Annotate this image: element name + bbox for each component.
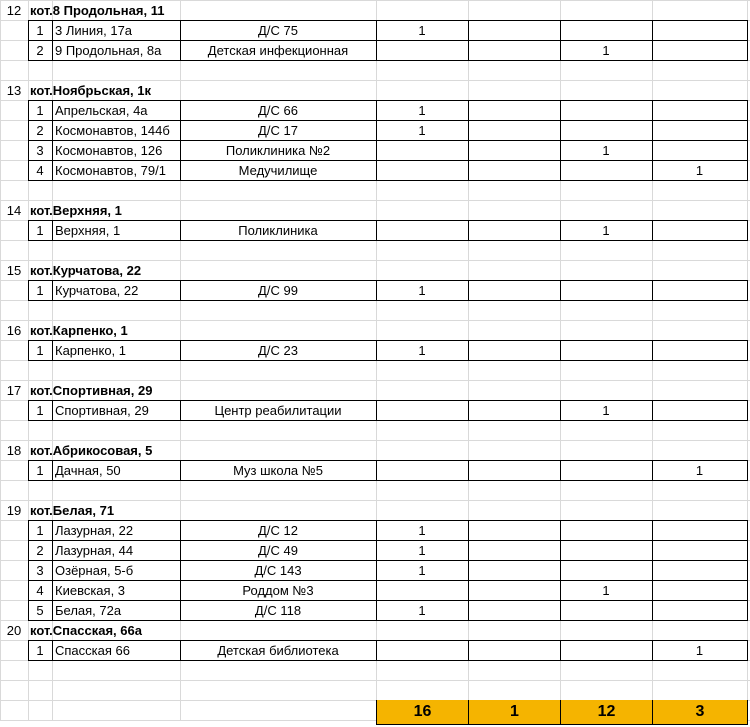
object-cell[interactable]: Муз школа №5 xyxy=(233,462,323,478)
group-number[interactable]: 13 xyxy=(6,82,22,98)
group-number[interactable]: 14 xyxy=(6,202,22,218)
value-cell-2[interactable] xyxy=(468,100,560,120)
blank-row xyxy=(0,300,750,320)
object-cell[interactable]: Д/С 66 xyxy=(258,102,298,118)
blank-row xyxy=(0,240,750,260)
value-cell-2[interactable] xyxy=(468,280,560,300)
object-cell[interactable]: Д/С 118 xyxy=(254,602,302,618)
value-cell-3[interactable] xyxy=(560,20,652,40)
address-cell[interactable]: Курчатова, 22 xyxy=(55,282,139,298)
value-cell-4[interactable] xyxy=(652,580,747,600)
blank-row xyxy=(0,480,750,500)
table-row xyxy=(0,400,750,420)
group-number[interactable]: 20 xyxy=(6,622,22,638)
value-cell-4[interactable] xyxy=(652,560,747,580)
value-cell-1[interactable]: 1 xyxy=(418,282,426,298)
value-cell-3[interactable]: 1 xyxy=(602,222,610,238)
table-row xyxy=(0,100,750,120)
group-header-row xyxy=(0,620,750,640)
totals-row xyxy=(0,700,750,720)
value-cell-2[interactable] xyxy=(468,160,560,180)
value-cell-4[interactable] xyxy=(652,100,747,120)
table-row xyxy=(0,120,750,140)
row-number[interactable]: 1 xyxy=(36,222,44,238)
value-cell-4[interactable] xyxy=(652,600,747,620)
object-cell[interactable]: Детская инфекционная xyxy=(207,42,349,58)
row-number[interactable]: 1 xyxy=(36,102,44,118)
address-cell[interactable]: Космонавтов, 144б xyxy=(55,122,170,138)
value-cell-1[interactable] xyxy=(376,400,468,420)
group-header-row xyxy=(0,200,750,220)
row-number[interactable]: 1 xyxy=(36,342,44,358)
value-cell-4[interactable] xyxy=(652,140,747,160)
value-cell-4[interactable] xyxy=(652,20,747,40)
object-cell[interactable]: Центр реабилитации xyxy=(214,402,342,418)
value-cell-3[interactable] xyxy=(560,280,652,300)
value-cell-1[interactable] xyxy=(376,580,468,600)
value-cell-1[interactable]: 1 xyxy=(418,562,426,578)
value-cell-1[interactable] xyxy=(376,160,468,180)
object-cell[interactable]: Д/С 23 xyxy=(258,342,298,358)
value-cell-3[interactable] xyxy=(560,640,652,660)
group-title[interactable]: кот.Ноябрьская, 1к xyxy=(30,82,152,98)
row-number[interactable]: 3 xyxy=(36,562,44,578)
table-row xyxy=(0,520,750,540)
value-cell-3[interactable]: 1 xyxy=(602,402,610,418)
address-cell[interactable]: Дачная, 50 xyxy=(55,462,121,478)
group-number[interactable]: 17 xyxy=(6,382,22,398)
address-cell[interactable]: 3 Линия, 17а xyxy=(55,22,133,38)
table-row xyxy=(0,40,750,60)
value-cell-1[interactable]: 1 xyxy=(418,122,426,138)
value-cell-4[interactable]: 1 xyxy=(695,642,704,658)
row-number[interactable]: 5 xyxy=(36,602,44,618)
value-cell-4[interactable] xyxy=(652,280,747,300)
row-number[interactable]: 3 xyxy=(36,142,44,158)
value-cell-3[interactable] xyxy=(560,120,652,140)
table-row xyxy=(0,460,750,480)
value-cell-1[interactable]: 1 xyxy=(418,522,426,538)
table-row xyxy=(0,580,750,600)
group-title[interactable]: кот.Карпенко, 1 xyxy=(30,322,128,338)
value-cell-4[interactable] xyxy=(652,340,747,360)
value-cell-4[interactable] xyxy=(652,540,747,560)
value-cell-4[interactable] xyxy=(652,40,747,60)
table-row xyxy=(0,20,750,40)
address-cell[interactable]: Карпенко, 1 xyxy=(55,342,126,358)
value-cell-3[interactable] xyxy=(560,340,652,360)
row-number[interactable]: 1 xyxy=(36,402,44,418)
value-cell-2[interactable] xyxy=(468,140,560,160)
object-cell[interactable]: Д/С 75 xyxy=(258,22,298,38)
value-cell-1[interactable]: 1 xyxy=(418,342,426,358)
value-cell-1[interactable]: 1 xyxy=(418,22,426,38)
table-row xyxy=(0,600,750,620)
address-cell[interactable]: Верхняя, 1 xyxy=(55,222,121,238)
value-cell-3[interactable] xyxy=(560,460,652,480)
total-cell-4[interactable]: 3 xyxy=(653,700,747,724)
object-cell[interactable]: Роддом №3 xyxy=(242,582,314,598)
table-row xyxy=(0,160,750,180)
value-cell-1[interactable]: 1 xyxy=(418,542,426,558)
value-cell-3[interactable] xyxy=(560,520,652,540)
address-cell[interactable]: Космонавтов, 126 xyxy=(55,142,163,158)
group-number[interactable]: 15 xyxy=(6,262,22,278)
value-cell-1[interactable]: 1 xyxy=(418,602,426,618)
row-number[interactable]: 4 xyxy=(36,582,44,598)
value-cell-4[interactable]: 1 xyxy=(695,462,704,478)
row-number[interactable]: 1 xyxy=(36,282,44,298)
address-cell[interactable]: Белая, 72а xyxy=(55,602,122,618)
value-cell-1[interactable] xyxy=(376,40,468,60)
object-cell[interactable]: Д/С 17 xyxy=(258,122,298,138)
table-row xyxy=(0,140,750,160)
row-number[interactable]: 1 xyxy=(36,522,44,538)
value-cell-2[interactable] xyxy=(468,460,560,480)
value-cell-2[interactable] xyxy=(468,600,560,620)
value-cell-4[interactable] xyxy=(652,120,747,140)
address-cell[interactable]: Спасская 66 xyxy=(55,642,130,658)
group-header-row xyxy=(0,320,750,340)
cell-border xyxy=(376,724,747,725)
value-cell-3[interactable] xyxy=(560,540,652,560)
object-cell[interactable]: Д/С 99 xyxy=(258,282,298,298)
value-cell-3[interactable]: 1 xyxy=(602,582,610,598)
value-cell-3[interactable] xyxy=(560,600,652,620)
object-cell[interactable]: Д/С 143 xyxy=(254,562,302,578)
address-cell[interactable]: Озёрная, 5-б xyxy=(55,562,134,578)
object-cell[interactable]: Д/С 12 xyxy=(258,522,298,538)
table-row xyxy=(0,640,750,660)
object-cell[interactable]: Поликлиника xyxy=(238,222,318,238)
value-cell-4[interactable] xyxy=(652,520,747,540)
group-number[interactable]: 18 xyxy=(6,442,22,458)
group-title[interactable]: кот.Белая, 71 xyxy=(30,502,115,518)
row-number[interactable]: 1 xyxy=(36,462,44,478)
address-cell[interactable]: Космонавтов, 79/1 xyxy=(55,162,166,178)
value-cell-3[interactable]: 1 xyxy=(602,42,610,58)
value-cell-3[interactable]: 1 xyxy=(602,142,610,158)
group-title[interactable]: кот.Курчатова, 22 xyxy=(30,262,142,278)
table-row xyxy=(0,280,750,300)
row-number[interactable]: 2 xyxy=(36,42,44,58)
total-cell-2[interactable]: 1 xyxy=(469,700,560,724)
group-header-row xyxy=(0,500,750,520)
address-cell[interactable]: 9 Продольная, 8а xyxy=(55,42,162,58)
value-cell-1[interactable] xyxy=(376,140,468,160)
blank-row xyxy=(0,660,750,680)
table-row xyxy=(0,540,750,560)
blank-row xyxy=(0,680,750,700)
blank-row xyxy=(0,60,750,80)
value-cell-1[interactable] xyxy=(376,220,468,240)
total-cell-1[interactable]: 16 xyxy=(377,700,468,724)
value-cell-1[interactable] xyxy=(376,640,468,660)
value-cell-2[interactable] xyxy=(468,580,560,600)
group-title[interactable]: кот.8 Продольная, 11 xyxy=(30,2,165,18)
group-number[interactable]: 12 xyxy=(6,2,22,18)
blank-row xyxy=(0,420,750,440)
value-cell-2[interactable] xyxy=(468,20,560,40)
group-title[interactable]: кот.Спортивная, 29 xyxy=(30,382,153,398)
table-row xyxy=(0,340,750,360)
group-header-row xyxy=(0,260,750,280)
value-cell-2[interactable] xyxy=(468,40,560,60)
row-number[interactable]: 4 xyxy=(36,162,44,178)
value-cell-2[interactable] xyxy=(468,120,560,140)
object-cell[interactable]: Детская библиотека xyxy=(217,642,339,658)
value-cell-2[interactable] xyxy=(468,520,560,540)
value-cell-3[interactable] xyxy=(560,100,652,120)
value-cell-4[interactable] xyxy=(652,220,747,240)
row-number[interactable]: 1 xyxy=(36,642,44,658)
value-cell-2[interactable] xyxy=(468,340,560,360)
total-cell-3[interactable]: 12 xyxy=(561,700,652,724)
value-cell-2[interactable] xyxy=(468,220,560,240)
value-cell-4[interactable]: 1 xyxy=(695,162,704,178)
group-number[interactable]: 19 xyxy=(6,502,22,518)
address-cell[interactable]: Лазурная, 44 xyxy=(55,542,134,558)
group-header-row xyxy=(0,440,750,460)
value-cell-3[interactable] xyxy=(560,560,652,580)
object-cell[interactable]: Поликлиника №2 xyxy=(225,142,331,158)
group-header-row xyxy=(0,80,750,100)
address-cell[interactable]: Киевская, 3 xyxy=(55,582,126,598)
value-cell-4[interactable] xyxy=(652,400,747,420)
value-cell-1[interactable]: 1 xyxy=(418,102,426,118)
group-title[interactable]: кот.Спасская, 66а xyxy=(30,622,142,638)
group-number[interactable]: 16 xyxy=(6,322,22,338)
blank-row xyxy=(0,180,750,200)
value-cell-2[interactable] xyxy=(468,560,560,580)
group-title[interactable]: кот.Верхняя, 1 xyxy=(30,202,122,218)
value-cell-2[interactable] xyxy=(468,400,560,420)
row-number[interactable]: 2 xyxy=(36,122,44,138)
table-row xyxy=(0,220,750,240)
value-cell-2[interactable] xyxy=(468,640,560,660)
address-cell[interactable]: Спортивная, 29 xyxy=(55,402,149,418)
table-row xyxy=(0,560,750,580)
group-header-row xyxy=(0,380,750,400)
group-header-row xyxy=(0,0,750,20)
blank-row xyxy=(0,360,750,380)
address-cell[interactable]: Лазурная, 22 xyxy=(55,522,134,538)
object-cell[interactable]: Медучилище xyxy=(238,162,318,178)
group-title[interactable]: кот.Абрикосовая, 5 xyxy=(30,442,153,458)
value-cell-3[interactable] xyxy=(560,160,652,180)
value-cell-1[interactable] xyxy=(376,460,468,480)
address-cell[interactable]: Апрельская, 4а xyxy=(55,102,148,118)
row-number[interactable]: 1 xyxy=(36,22,44,38)
row-number[interactable]: 2 xyxy=(36,542,44,558)
object-cell[interactable]: Д/С 49 xyxy=(258,542,298,558)
value-cell-2[interactable] xyxy=(468,540,560,560)
